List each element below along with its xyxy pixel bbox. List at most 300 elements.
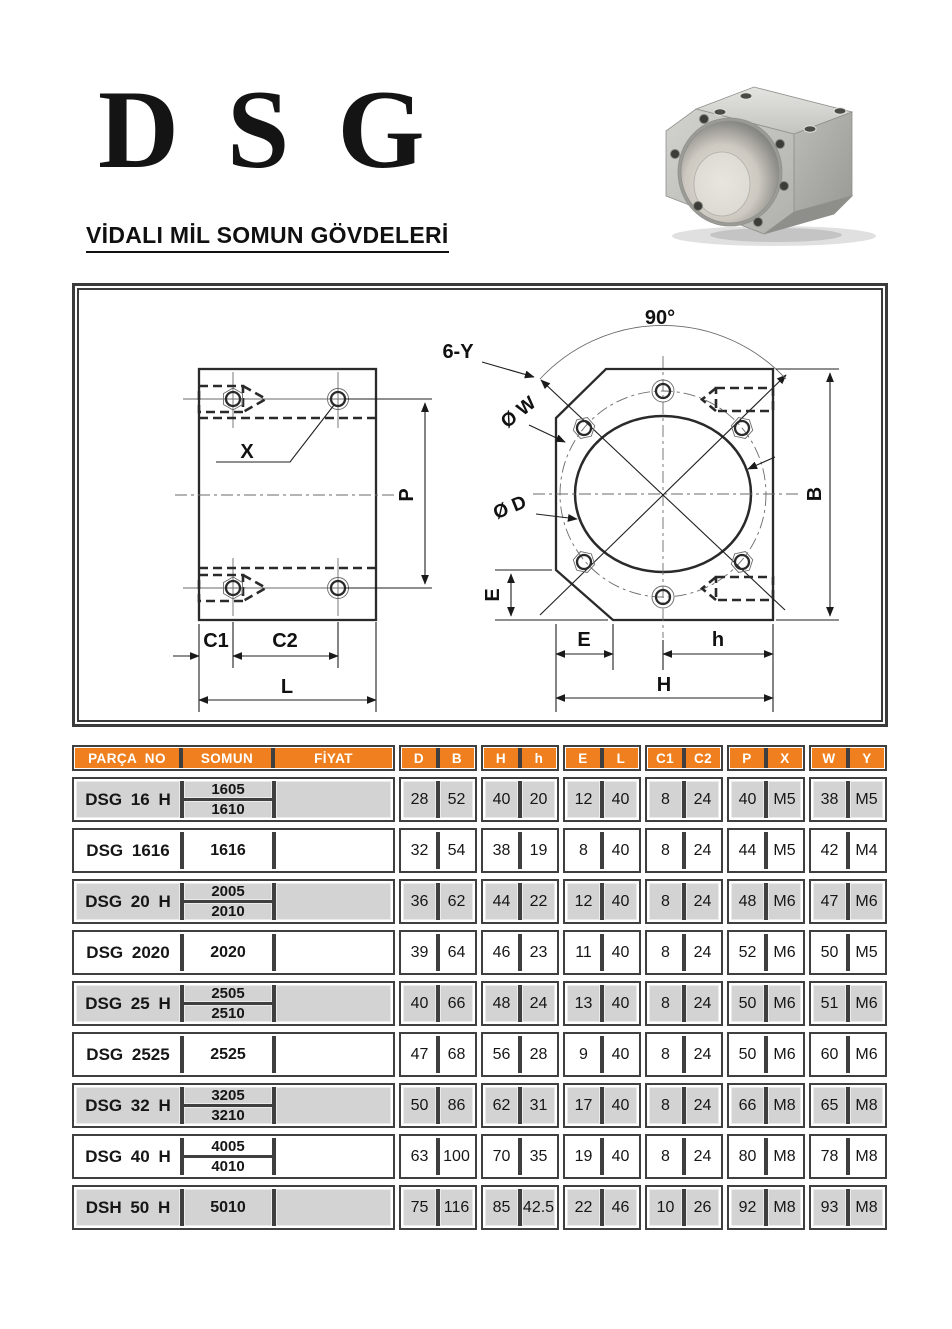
dim-cell: 11 (567, 934, 600, 971)
row-dim-box (563, 777, 641, 822)
table-row (72, 1083, 888, 1128)
row-dim-box-inner (813, 832, 883, 869)
dim-cell: M8 (850, 1087, 883, 1124)
row-dim-box-inner (485, 1189, 555, 1226)
label-c2: C2 (272, 630, 298, 652)
page-title: D S G (98, 68, 435, 192)
dim-cell: M6 (768, 934, 801, 971)
row-dim-box (809, 1185, 887, 1230)
dim-cell: 40 (604, 934, 637, 971)
dim-cell: 8 (649, 934, 682, 971)
dim-cell: 8 (649, 832, 682, 869)
somun-value: 5010 (184, 1189, 272, 1226)
row-dim-box (645, 930, 723, 975)
row-dim-box-inner (731, 883, 801, 920)
row-left-box (72, 828, 395, 873)
header-dim-box (399, 745, 477, 771)
parca-no-cell: DSG 40 H (76, 1138, 180, 1175)
dim-cell: M5 (850, 781, 883, 818)
header-dim-C1: C1 (648, 748, 682, 768)
label-x: X (240, 441, 254, 463)
dim-cell: 42 (813, 832, 846, 869)
row-dim-box (481, 1032, 559, 1077)
dim-cell: 26 (686, 1189, 719, 1226)
somun-stack (184, 1087, 272, 1124)
table-row (72, 1185, 888, 1230)
dim-cell: M6 (768, 883, 801, 920)
dim-cell: 36 (403, 883, 436, 920)
row-dim-box (563, 1134, 641, 1179)
row-dim-box (809, 879, 887, 924)
row-dim-box (645, 1083, 723, 1128)
somun-value: 1605 (184, 781, 272, 798)
dim-cell: 24 (686, 832, 719, 869)
row-left-box-inner (76, 781, 391, 818)
row-dim-box-inner (403, 1036, 473, 1073)
dim-cell: 31 (522, 1087, 555, 1124)
dim-cell: 62 (485, 1087, 518, 1124)
header-dim-box-inner (484, 748, 556, 768)
row-dim-box (727, 1185, 805, 1230)
dim-cell: 60 (813, 1036, 846, 1073)
dim-cell: 40 (604, 832, 637, 869)
row-dim-box (481, 879, 559, 924)
dim-cell: 19 (567, 1138, 600, 1175)
header-dim-D: D (402, 748, 436, 768)
row-dim-box (809, 1083, 887, 1128)
dim-cell: M6 (850, 1036, 883, 1073)
row-dim-box (563, 879, 641, 924)
dim-cell: 20 (522, 781, 555, 818)
dim-cell: 8 (649, 1087, 682, 1124)
dim-cell: 8 (649, 781, 682, 818)
parca-no-cell: DSH 50 H (76, 1189, 180, 1226)
row-dim-box (399, 1032, 477, 1077)
dim-cell: 12 (567, 781, 600, 818)
row-dim-box (481, 981, 559, 1026)
row-dim-box (481, 777, 559, 822)
row-dim-box (481, 1185, 559, 1230)
row-dim-box (399, 777, 477, 822)
fiyat-cell (276, 883, 391, 920)
dim-cell: 8 (649, 985, 682, 1022)
row-dim-box-inner (731, 781, 801, 818)
dim-cell: 24 (686, 883, 719, 920)
dim-cell: M5 (768, 781, 801, 818)
header-dim-box (645, 745, 723, 771)
row-dim-box-inner (813, 781, 883, 818)
header-somun: SOMUN (183, 748, 271, 768)
dim-cell: 28 (403, 781, 436, 818)
dim-cell: M8 (768, 1189, 801, 1226)
dim-cell: 19 (522, 832, 555, 869)
row-dim-box (645, 1032, 723, 1077)
row-dim-box-inner (567, 934, 637, 971)
label-dia-w: Ø W (497, 392, 541, 433)
fiyat-cell (276, 1087, 391, 1124)
dim-cell: 42.5 (522, 1189, 555, 1226)
dim-cell: 24 (686, 1087, 719, 1124)
header-dim-box-inner (730, 748, 802, 768)
header-dim-box (809, 745, 887, 771)
row-left-box (72, 879, 395, 924)
dim-cell: M4 (850, 832, 883, 869)
row-dim-box (727, 777, 805, 822)
row-dim-box (563, 1185, 641, 1230)
row-dim-box-inner (485, 1138, 555, 1175)
table-row (72, 981, 888, 1026)
row-dim-box-inner (731, 934, 801, 971)
row-dim-box-inner (813, 985, 883, 1022)
header-dim-L: L (604, 748, 638, 768)
row-left-box (72, 1185, 395, 1230)
dim-cell: 52 (440, 781, 473, 818)
table-row (72, 1032, 888, 1077)
row-dim-box-inner (813, 1036, 883, 1073)
table-header-row (72, 745, 888, 771)
row-dim-box (399, 828, 477, 873)
somun-stack (184, 985, 272, 1022)
header-dim-C2: C2 (686, 748, 720, 768)
row-dim-box-inner (485, 781, 555, 818)
row-dim-box-inner (567, 1087, 637, 1124)
dim-cell: 24 (522, 985, 555, 1022)
somun-value: 2510 (184, 1005, 272, 1022)
header-dim-E: E (566, 748, 600, 768)
row-dim-box-inner (403, 934, 473, 971)
row-dim-box (727, 930, 805, 975)
dim-cell: 24 (686, 1036, 719, 1073)
row-dim-box-inner (731, 1138, 801, 1175)
header-dim-Y: Y (850, 748, 884, 768)
product-photo (646, 84, 890, 252)
dim-cell: 35 (522, 1138, 555, 1175)
row-left-box (72, 1032, 395, 1077)
row-dim-box (481, 1134, 559, 1179)
somun-stack (184, 883, 272, 920)
row-dim-box-inner (567, 985, 637, 1022)
dim-cell: 44 (731, 832, 764, 869)
header-dim-box (727, 745, 805, 771)
header-left-box (72, 745, 395, 771)
row-dim-box-inner (403, 1189, 473, 1226)
header-left-box-inner (75, 748, 392, 768)
somun-value: 2525 (184, 1036, 272, 1073)
fiyat-cell (276, 781, 391, 818)
row-dim-box (645, 879, 723, 924)
dim-cell: 22 (567, 1189, 600, 1226)
dim-cell: M8 (850, 1138, 883, 1175)
row-dim-box-inner (403, 1138, 473, 1175)
row-dim-box-inner (403, 781, 473, 818)
row-dim-box (399, 1185, 477, 1230)
label-h-small: h (711, 629, 725, 651)
row-dim-box-inner (485, 1087, 555, 1124)
table-row (72, 930, 888, 975)
dim-cell: 86 (440, 1087, 473, 1124)
row-dim-box-inner (403, 832, 473, 869)
row-dim-box (727, 1083, 805, 1128)
row-left-box-inner (76, 832, 391, 869)
row-dim-box (727, 981, 805, 1026)
row-left-box (72, 777, 395, 822)
row-dim-box (809, 828, 887, 873)
somun-value: 2505 (184, 985, 272, 1002)
dim-cell: 75 (403, 1189, 436, 1226)
dim-cell: 8 (649, 1036, 682, 1073)
dim-cell: 46 (485, 934, 518, 971)
row-left-box-inner (76, 1189, 391, 1226)
dim-cell: 63 (403, 1138, 436, 1175)
dim-cell: 10 (649, 1189, 682, 1226)
dim-cell: 48 (485, 985, 518, 1022)
row-dim-box (563, 1032, 641, 1077)
dim-cell: 40 (403, 985, 436, 1022)
parca-no-cell: DSG 25 H (76, 985, 180, 1022)
row-dim-box (563, 930, 641, 975)
fiyat-cell (276, 1036, 391, 1073)
row-dim-box-inner (731, 1036, 801, 1073)
row-dim-box (809, 777, 887, 822)
row-dim-box (399, 1083, 477, 1128)
dim-cell: 47 (813, 883, 846, 920)
table-row (72, 1134, 888, 1179)
row-dim-box-inner (649, 1036, 719, 1073)
dim-cell: 13 (567, 985, 600, 1022)
row-dim-box-inner (731, 832, 801, 869)
dim-cell: 40 (604, 1036, 637, 1073)
header-dim-box-inner (812, 748, 884, 768)
row-dim-box (481, 930, 559, 975)
dim-cell: 68 (440, 1036, 473, 1073)
row-dim-box-inner (403, 985, 473, 1022)
row-dim-box-inner (403, 1087, 473, 1124)
row-dim-box (645, 1185, 723, 1230)
header-dim-H: H (484, 748, 518, 768)
dim-cell: 24 (686, 781, 719, 818)
dim-cell: M8 (768, 1138, 801, 1175)
row-left-box-inner (76, 1138, 391, 1175)
header-dim-box-inner (566, 748, 638, 768)
dim-cell: 40 (604, 1087, 637, 1124)
row-dim-box-inner (813, 1189, 883, 1226)
row-dim-box-inner (649, 832, 719, 869)
header-dim-box-inner (402, 748, 474, 768)
dim-cell: 44 (485, 883, 518, 920)
technical-drawing-frame (72, 283, 888, 727)
dim-cell: 24 (686, 934, 719, 971)
fiyat-cell (276, 1189, 391, 1226)
dim-cell: 52 (731, 934, 764, 971)
dim-cell: 38 (485, 832, 518, 869)
dim-cell: 50 (813, 934, 846, 971)
dim-cell: 28 (522, 1036, 555, 1073)
row-dim-box-inner (649, 934, 719, 971)
row-dim-box-inner (485, 883, 555, 920)
dim-cell: 40 (485, 781, 518, 818)
dim-cell: 116 (440, 1189, 473, 1226)
dim-cell: 48 (731, 883, 764, 920)
row-dim-box-inner (813, 934, 883, 971)
row-dim-box (399, 981, 477, 1026)
row-dim-box-inner (731, 1189, 801, 1226)
parca-no-cell: DSG 16 H (76, 781, 180, 818)
technical-drawing (78, 289, 882, 721)
somun-value: 2020 (184, 934, 272, 971)
row-dim-box-inner (813, 883, 883, 920)
side-view (173, 369, 432, 712)
row-dim-box (727, 879, 805, 924)
row-dim-box-inner (813, 1087, 883, 1124)
row-dim-box-inner (649, 985, 719, 1022)
page-subtitle: VİDALI MİL SOMUN GÖVDELERİ (86, 222, 449, 253)
label-b: B (804, 486, 826, 502)
dim-cell: 47 (403, 1036, 436, 1073)
housing-block (666, 87, 852, 234)
front-view (442, 307, 839, 712)
row-left-box (72, 1134, 395, 1179)
parca-no-cell: DSG 2020 (76, 934, 180, 971)
row-dim-box (809, 1032, 887, 1077)
row-dim-box-inner (567, 781, 637, 818)
dim-cell: 100 (440, 1138, 473, 1175)
spec-table (72, 745, 888, 1230)
row-dim-box-inner (567, 883, 637, 920)
dim-cell: M6 (850, 985, 883, 1022)
row-dim-box-inner (731, 985, 801, 1022)
label-c1: C1 (203, 630, 229, 652)
dim-cell: 65 (813, 1087, 846, 1124)
label-angle: 90° (644, 307, 676, 329)
header-dim-box (481, 745, 559, 771)
dim-cell: 12 (567, 883, 600, 920)
row-dim-box-inner (567, 832, 637, 869)
dim-cell: 85 (485, 1189, 518, 1226)
header-dim-h: h (522, 748, 556, 768)
dim-cell: 51 (813, 985, 846, 1022)
row-dim-box-inner (403, 883, 473, 920)
dim-cell: 66 (440, 985, 473, 1022)
row-left-box (72, 930, 395, 975)
row-dim-box (563, 828, 641, 873)
dim-cell: 50 (403, 1087, 436, 1124)
dim-cell: 93 (813, 1189, 846, 1226)
dim-cell: 80 (731, 1138, 764, 1175)
fiyat-cell (276, 934, 391, 971)
fiyat-cell (276, 985, 391, 1022)
dim-cell: 40 (604, 1138, 637, 1175)
row-dim-box-inner (813, 1138, 883, 1175)
row-dim-box (481, 828, 559, 873)
row-dim-box (809, 981, 887, 1026)
row-left-box-inner (76, 1087, 391, 1124)
header-fiyat: FİYAT (275, 748, 392, 768)
dim-cell: 24 (686, 985, 719, 1022)
header-dim-W: W (812, 748, 846, 768)
dim-cell: 78 (813, 1138, 846, 1175)
somun-value: 2010 (184, 903, 272, 920)
dim-cell: M6 (768, 1036, 801, 1073)
row-dim-box (399, 879, 477, 924)
somun-value: 1616 (184, 832, 272, 869)
dim-cell: 17 (567, 1087, 600, 1124)
somun-value: 2005 (184, 883, 272, 900)
somun-value: 4010 (184, 1158, 272, 1175)
dim-cell: 8 (649, 1138, 682, 1175)
row-dim-box-inner (485, 934, 555, 971)
row-dim-box (563, 981, 641, 1026)
row-dim-box (563, 1083, 641, 1128)
parca-no-cell: DSG 20 H (76, 883, 180, 920)
dim-cell: 50 (731, 985, 764, 1022)
dim-cell: M5 (768, 832, 801, 869)
row-left-box-inner (76, 883, 391, 920)
fiyat-cell (276, 832, 391, 869)
parca-no-cell: DSG 32 H (76, 1087, 180, 1124)
row-dim-box (727, 828, 805, 873)
row-dim-box (645, 777, 723, 822)
row-dim-box (399, 930, 477, 975)
row-dim-box-inner (567, 1138, 637, 1175)
dim-cell: M5 (850, 934, 883, 971)
dim-cell: 23 (522, 934, 555, 971)
row-left-box (72, 981, 395, 1026)
row-dim-box (399, 1134, 477, 1179)
dim-cell: 56 (485, 1036, 518, 1073)
table-row (72, 828, 888, 873)
row-left-box-inner (76, 934, 391, 971)
table-row (72, 777, 888, 822)
dim-cell: 24 (686, 1138, 719, 1175)
row-left-box (72, 1083, 395, 1128)
dim-cell: 50 (731, 1036, 764, 1073)
label-e-bottom: E (577, 629, 591, 651)
dim-cell: 22 (522, 883, 555, 920)
somun-stack (184, 781, 272, 818)
row-dim-box-inner (485, 985, 555, 1022)
row-dim-box-inner (731, 1087, 801, 1124)
dim-cell: 66 (731, 1087, 764, 1124)
dim-cell: M8 (768, 1087, 801, 1124)
row-dim-box (727, 1032, 805, 1077)
dim-cell: 8 (567, 832, 600, 869)
label-h-big: H (656, 674, 672, 696)
label-e-left: E (482, 588, 504, 602)
header-dim-box-inner (648, 748, 720, 768)
row-dim-box-inner (649, 1138, 719, 1175)
somun-value: 1610 (184, 801, 272, 818)
dim-cell: 39 (403, 934, 436, 971)
header-parca-no: PARÇA NO (75, 748, 179, 768)
header-dim-P: P (730, 748, 764, 768)
row-dim-box-inner (485, 1036, 555, 1073)
parca-no-cell: DSG 2525 (76, 1036, 180, 1073)
header-dim-B: B (440, 748, 474, 768)
somun-value: 3205 (184, 1087, 272, 1104)
dim-cell: 40 (604, 883, 637, 920)
row-dim-box-inner (649, 1087, 719, 1124)
dim-cell: 54 (440, 832, 473, 869)
dim-cell: 40 (604, 985, 637, 1022)
dim-cell: 40 (604, 781, 637, 818)
row-dim-box-inner (649, 781, 719, 818)
dim-cell: 70 (485, 1138, 518, 1175)
row-left-box-inner (76, 985, 391, 1022)
dim-cell: 92 (731, 1189, 764, 1226)
label-p: P (396, 488, 418, 502)
dim-cell: 46 (604, 1189, 637, 1226)
table-row (72, 879, 888, 924)
